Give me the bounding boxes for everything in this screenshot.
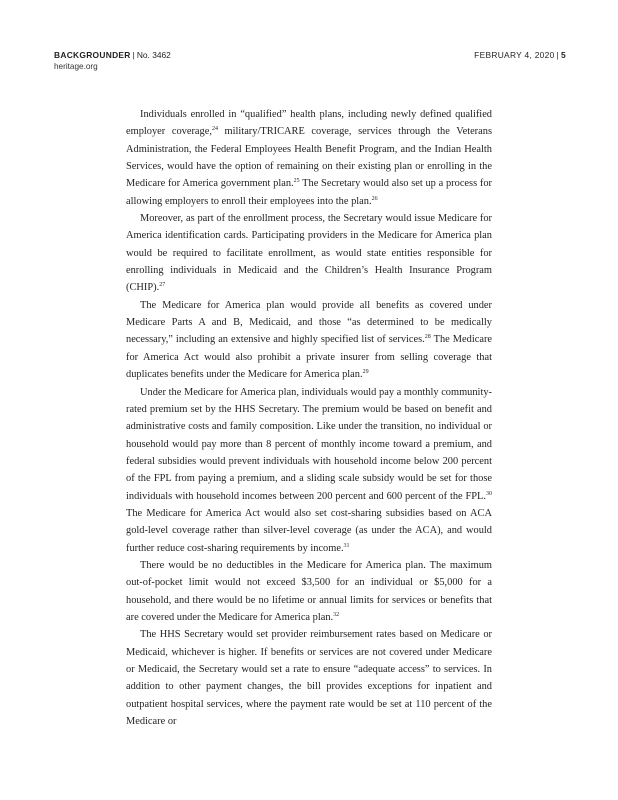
- paragraph: [126, 626, 492, 730]
- footnote-ref: 25: [293, 178, 300, 185]
- header-date-page: [474, 50, 566, 61]
- footnote-ref: 24: [211, 126, 218, 133]
- text-run: Individuals enrolled in “qualified” health plans, including newly defined qualified employer coverage,: [126, 109, 492, 138]
- paragraph: [126, 557, 492, 626]
- text-run: The Medicare for America Act would also prohibit a private insurer from selling coverage that duplicates benefits under the Medicare for America plan.: [126, 334, 493, 381]
- paragraph: [126, 210, 492, 297]
- site-url: heritage.org: [54, 62, 98, 71]
- report-number: No. 3462: [136, 50, 171, 60]
- text-run: Under the Medicare for America plan, individuals would pay a monthly community-rated premium set by the HHS Secretary. The premium would be based on benefit and administrative costs and family composition. Like under the transition, no individual or household would pay more than 8 percent of monthly income toward a premium, and federal subsidies would prevent individuals with household income below 200 percent of the FPL from paying a premium, and a sliding scale subsidy would be set for those individuals with household incomes between 200 percent and 600 percent of the FPL.: [126, 386, 492, 502]
- header-separator-right: |: [556, 50, 560, 60]
- text-run: military/TRICARE coverage, services through the Veterans Administration, the Federal Employees Health Benefit Program, and the Indian Health Services, would have the option of remaining on their existing plan or enrolling in the Medicare for America government plan.: [126, 126, 492, 190]
- text-run: The Medicare for America plan would provide all benefits as covered under Medicare Parts A and B, Medicaid, and those “as determined to be medically necessary,” including an extensive and highly specified list of services.: [126, 299, 492, 346]
- text-run: The Secretary would also set up a process for allowing employers to enroll their employees into the plan.: [126, 178, 492, 207]
- text-run: The Medicare for America Act would also set cost-sharing subsidies based on ACA gold-level coverage rather than silver-level coverage (as under the ACA), and would further reduce cost-sharing requirements by income.: [126, 507, 492, 554]
- paragraph: [126, 106, 492, 210]
- header-publication: [54, 50, 171, 72]
- body-text: [126, 106, 492, 730]
- text-run: Moreover, as part of the enrollment process, the Secretary would issue Medicare for America identification cards. Participating providers in the Medicare for America plan would be required to facilitate enrollment, as would state entities responsible for enrolling individuals in Medicaid and the Children’s Health Insurance Program (CHIP).: [126, 213, 492, 294]
- footnote-ref: 27: [159, 282, 166, 289]
- footnote-ref: 30: [486, 490, 492, 497]
- text-run: There would be no deductibles in the Medicare for America plan. The maximum out-of-pocket limit would not exceed $3,500 for an individual or $5,000 for a household, and there would be no lifetime or annual limits for services or benefits that are covered under the Medicare for America plan.: [126, 559, 492, 623]
- page-header: [54, 50, 566, 74]
- text-run: The HHS Secretary would set provider reimbursement rates based on Medicare or Medicaid, whichever is higher. If benefits or services are not covered under Medicare or Medicaid, the Secretary would set a rate to ensure “adequate access” to services. In addition to other payment changes, the bill provides exceptions for inpatient and outpatient hospital services, where the payment rate would be set at 110 percent of the Medicare or: [126, 629, 492, 728]
- footnote-ref: 28: [424, 334, 431, 341]
- footnote-ref: 29: [362, 369, 369, 376]
- publication-date: FEBRUARY 4, 2020: [474, 50, 555, 60]
- footnote-ref: 32: [333, 611, 340, 618]
- footnote-ref: 31: [343, 542, 350, 549]
- page-number: 5: [561, 50, 566, 60]
- footnote-ref: 26: [371, 195, 378, 202]
- series-label: BACKGROUNDER: [54, 50, 131, 60]
- paragraph: [126, 297, 492, 384]
- paragraph: [126, 384, 492, 557]
- header-separator: |: [132, 50, 135, 60]
